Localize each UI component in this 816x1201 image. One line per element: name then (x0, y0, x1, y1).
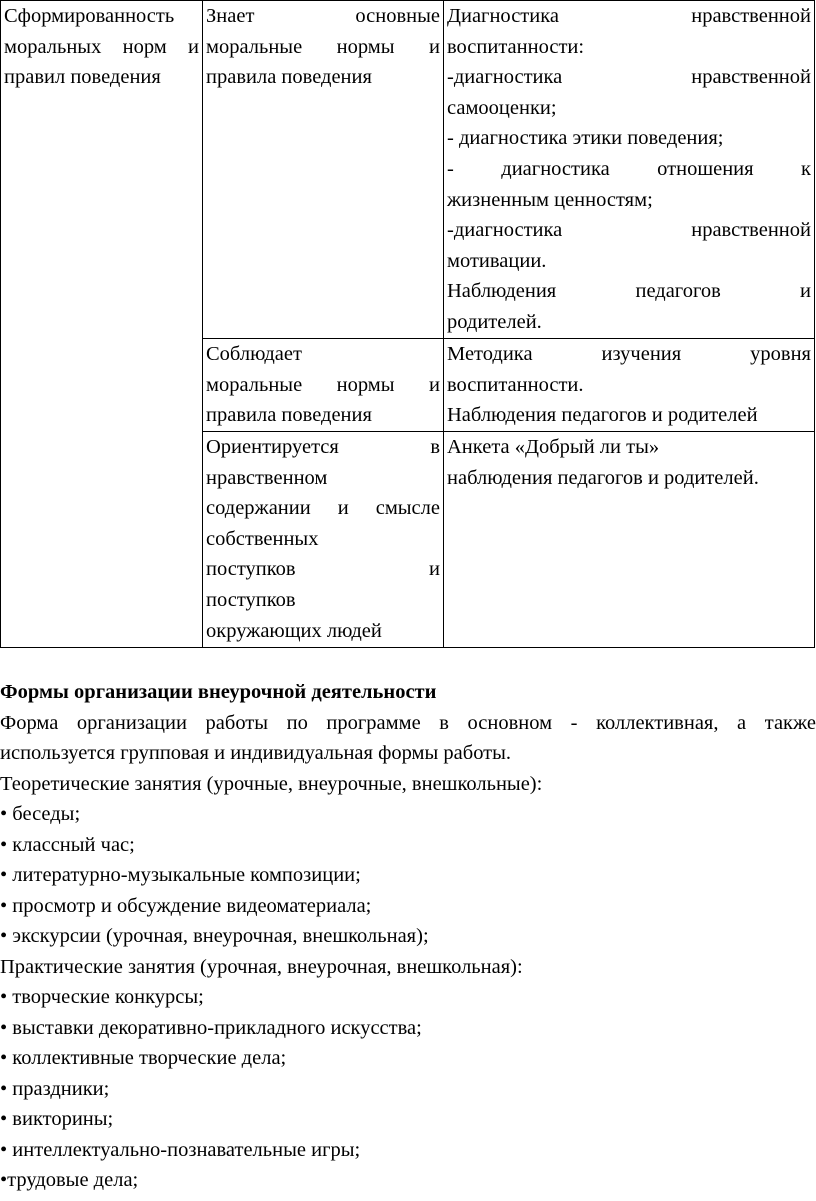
table-row (1, 1, 815, 339)
list-item: • беседы; (0, 803, 81, 825)
indicator-line: нравственном (206, 466, 328, 489)
method-line: жизненным ценностям; (447, 188, 653, 211)
indicator-line: правила поведения (206, 66, 372, 89)
method-line: Наблюдения педагогов и родителей (447, 404, 758, 427)
criterion-cell (1, 1, 203, 648)
list-item: • интеллектуально-познавательные игры; (0, 1138, 361, 1161)
method-line: -диагностика нравственной (447, 219, 811, 242)
list-item: • литературно-музыкальные композиции; (0, 864, 361, 886)
forms-section (0, 677, 816, 1196)
theory-title: Теоретические занятия (урочные, внеурочные, внешкольные): (0, 772, 543, 795)
list-item: • творческие конкурсы; (0, 986, 204, 1008)
method-line: мотивации. (447, 249, 547, 272)
indicator-line: поступков и (206, 558, 440, 581)
methods-cell (444, 1, 815, 339)
list-item: • просмотр и обсуждение видеоматериала; (0, 894, 372, 917)
list-item: • выставки декоративно-прикладного искусства; (0, 1016, 422, 1039)
method-line: Методика изучения уровня (447, 343, 811, 365)
section-heading: Формы организации внеурочной деятельности (0, 681, 437, 703)
indicator-line: моральные нормы и (206, 373, 440, 396)
method-line: Наблюдения педагогов и (447, 280, 811, 303)
list-item: •трудовые дела; (0, 1169, 139, 1191)
intro-line: Форма организации работы по программе в основном - коллективная, а также (0, 711, 816, 734)
intro-line: используется групповая и индивидуальная формы работы. (0, 742, 512, 764)
indicator-line: Знает основные (206, 5, 440, 27)
list-item: • викторины; (0, 1108, 114, 1130)
indicator-cell (203, 1, 444, 339)
method-line: наблюдения педагогов и родителей. (447, 466, 759, 489)
criterion-line: Сформированность (4, 5, 175, 27)
indicator-line: содержании и смысле (206, 497, 440, 520)
criterion-line: правил поведения (4, 66, 161, 89)
indicator-cell (203, 432, 444, 648)
method-line: - диагностика отношения к (447, 157, 811, 180)
method-line: Анкета «Добрый ли ты» (447, 436, 660, 458)
criterion-line: моральных норм и (4, 35, 199, 58)
methods-cell (444, 339, 815, 432)
indicator-line: Ориентируется в (206, 436, 440, 458)
method-line: родителей. (447, 310, 542, 333)
method-line: воспитанности. (447, 373, 584, 396)
method-line: Диагностика нравственной (447, 5, 811, 27)
method-line: - диагностика этики поведения; (447, 127, 724, 150)
list-item: • классный час; (0, 833, 135, 856)
indicator-line: собственных (206, 527, 319, 550)
method-line: воспитанности: (447, 35, 585, 58)
method-line: самооценки; (447, 96, 557, 119)
indicator-line: Соблюдает (206, 343, 302, 365)
list-item: • экскурсии (урочная, внеурочная, внешкольная); (0, 925, 429, 947)
list-item: • коллективные творческие дела; (0, 1047, 287, 1069)
indicator-line: правила поведения (206, 404, 372, 427)
indicator-line: поступков (206, 588, 296, 611)
methods-cell (444, 432, 815, 648)
indicator-line: окружающих людей (206, 619, 382, 642)
indicator-line: моральные нормы и (206, 35, 440, 58)
list-item: • праздники; (0, 1077, 110, 1100)
practice-title: Практические занятия (урочная, внеурочная, внешкольная): (0, 955, 523, 978)
indicator-cell (203, 339, 444, 432)
method-line: -диагностика нравственной (447, 66, 811, 89)
